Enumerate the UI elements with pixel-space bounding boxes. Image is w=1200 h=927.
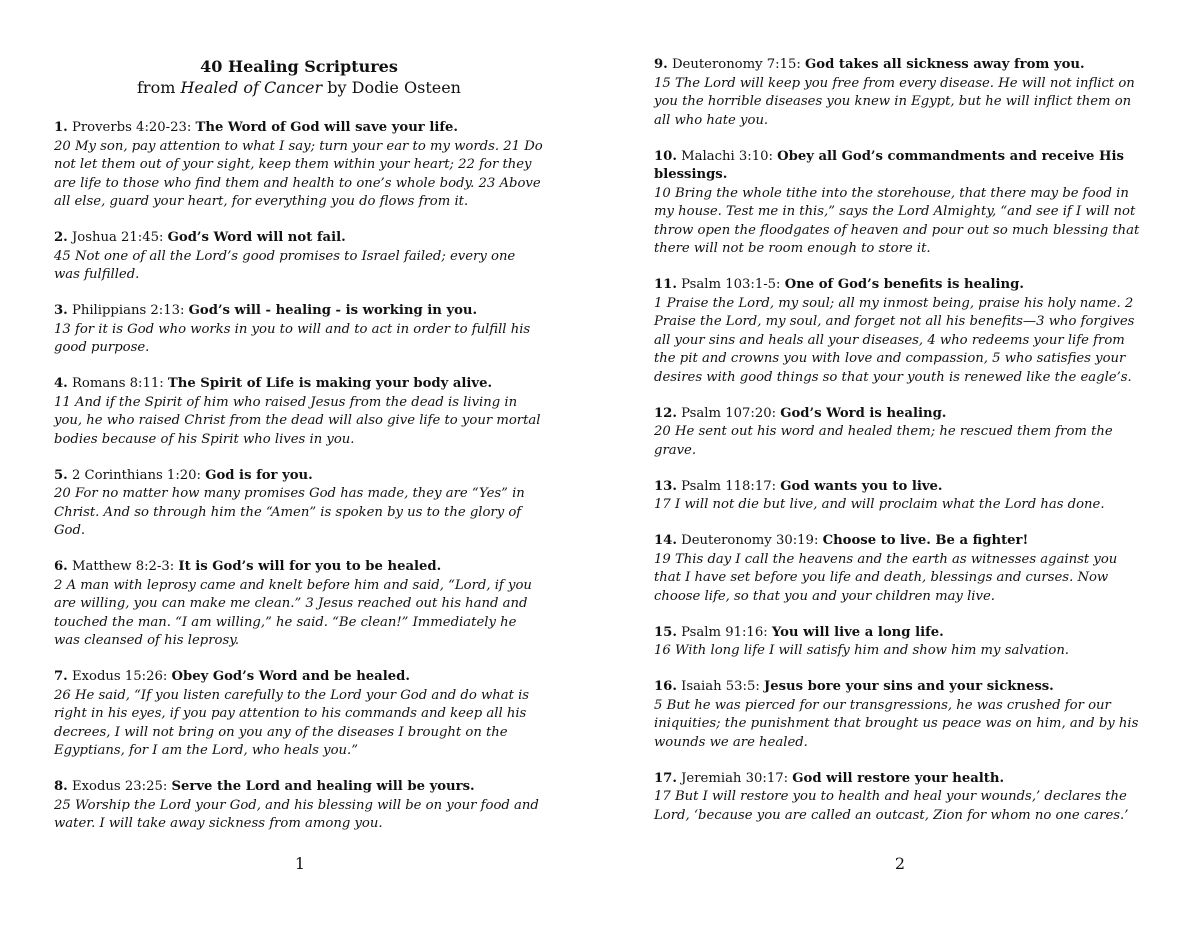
entry-heading — [54, 778, 544, 797]
scripture-entry — [654, 148, 1146, 259]
entry-summary: God’s will - healing - is working in you. — [188, 303, 478, 318]
scripture-text: 19 This day I call the heavens and the earth as witnesses against you that I have set before you life and death, blessings and curses. Now choose life, so that you and your children may live. — [654, 551, 1118, 604]
scripture-entry — [54, 778, 544, 834]
scripture-entry — [54, 229, 544, 285]
entry-summary: Serve the Lord and healing will be yours. — [171, 779, 475, 794]
scripture-entry — [54, 119, 544, 212]
entry-heading — [654, 770, 1146, 789]
scripture-text: 45 Not one of all the Lord’s good promises to Israel failed; every one was fulfilled. — [54, 248, 516, 282]
entry-number: 13. — [654, 478, 677, 494]
verse-reference: Exodus 15:26: — [67, 669, 172, 684]
scripture-text: 5 But he was pierced for our transgressions, he was crushed for our iniquities; the punishment that brought us peace was on him, and by his wounds we are healed. — [654, 697, 1139, 750]
subtitle-book: Healed of Cancer — [180, 78, 323, 97]
entry-summary: God is for you. — [205, 467, 313, 483]
page-number: 2 — [894, 854, 906, 873]
verse-reference: Psalm 91:16: — [676, 624, 772, 640]
entry-summary: It is God’s will for you to be healed. — [178, 559, 442, 574]
scripture-text: 11 And if the Spirit of him who raised Jesus from the dead is living in you, he who raised Christ from the dead will also give life to your mortal bodies because of his Spirit who lives in you. — [54, 394, 541, 447]
entry-summary: The Word of God will save your life. — [195, 120, 458, 135]
scripture-entry — [54, 375, 544, 449]
entry-number: 10. — [654, 148, 677, 164]
entry-number: 7. — [54, 669, 68, 684]
entry-summary: God’s Word is healing. — [780, 405, 947, 421]
entry-heading — [654, 532, 1146, 551]
scripture-text: 20 My son, pay attention to what I say; turn your ear to my words. 21 Do not let them out of your sight, keep them within your heart; 22 for they are life to those who find them and health to one’s whole body. 23 Above all else, guard your heart, for everything you do flows from it. — [54, 138, 543, 209]
entry-heading — [54, 375, 544, 394]
scripture-text: 13 for it is God who works in you to will and to act in order to fulfill his good purpose. — [54, 321, 531, 355]
entry-number: 16. — [654, 679, 677, 694]
entry-heading — [654, 276, 1146, 295]
entry-list — [54, 119, 544, 834]
verse-reference: Deuteronomy 30:19: — [676, 533, 823, 548]
entry-heading — [654, 56, 1146, 75]
scripture-entry — [654, 678, 1146, 752]
scripture-entry — [654, 405, 1146, 461]
entry-summary: Jesus bore your sins and your sickness. — [764, 679, 1054, 694]
page-1-column — [54, 56, 544, 851]
scripture-entry — [54, 302, 544, 358]
subtitle-prefix: from — [137, 78, 181, 97]
scripture-text: 15 The Lord will keep you free from every disease. He will not inflict on you the horrible diseases you knew in Egypt, but he will inflict them on all who hate you. — [654, 75, 1135, 128]
verse-reference: Romans 8:11: — [67, 376, 168, 391]
entry-heading — [54, 302, 544, 321]
entry-heading — [654, 148, 1146, 185]
entry-heading — [54, 558, 544, 577]
entry-summary: The Spirit of Life is making your body alive. — [167, 376, 493, 391]
entry-summary: God’s Word will not fail. — [167, 230, 346, 245]
scripture-entry — [654, 532, 1146, 606]
verse-reference: Malachi 3:10: — [676, 148, 778, 164]
entry-heading — [54, 119, 544, 138]
entry-number: 8. — [54, 779, 68, 794]
entry-number: 1. — [54, 120, 68, 135]
entry-number: 11. — [654, 277, 677, 292]
entry-heading — [654, 678, 1146, 697]
verse-reference: Psalm 107:20: — [676, 405, 781, 421]
entry-summary: Obey all God’s commandments and receive His blessings. — [654, 148, 1124, 182]
verse-reference: Matthew 8:2-3: — [67, 559, 179, 574]
entry-heading — [654, 624, 1146, 643]
scripture-entry — [54, 467, 544, 541]
entry-number: 17. — [654, 770, 677, 786]
entry-summary: God will restore your health. — [792, 770, 1005, 786]
entry-number: 3. — [54, 303, 68, 318]
scripture-text: 17 But I will restore you to health and heal your wounds,’ declares the Lord, ‘because you are called an outcast, Zion for whom no one cares.’ — [654, 789, 1129, 823]
verse-reference: Joshua 21:45: — [67, 230, 168, 245]
entry-number: 5. — [54, 467, 68, 483]
scripture-entry — [54, 668, 544, 761]
verse-reference: Jeremiah 30:17: — [676, 770, 793, 786]
verse-reference: 2 Corinthians 1:20: — [67, 467, 206, 483]
verse-reference: Psalm 103:1-5: — [676, 277, 785, 292]
page-2-column — [654, 56, 1146, 843]
scripture-entry — [654, 56, 1146, 130]
entry-heading — [54, 229, 544, 248]
scripture-text: 25 Worship the Lord your God, and his blessing will be on your food and water. I will take away sickness from among you. — [54, 797, 539, 831]
scripture-entry — [654, 624, 1146, 661]
verse-reference: Deuteronomy 7:15: — [667, 57, 806, 72]
verse-reference: Philippians 2:13: — [67, 303, 189, 318]
scripture-entry — [654, 770, 1146, 826]
page-2 — [600, 0, 1200, 927]
entry-heading — [654, 405, 1146, 424]
scripture-entry — [654, 276, 1146, 387]
entry-number: 14. — [654, 533, 677, 548]
entry-number: 9. — [654, 57, 668, 72]
scripture-text: 16 With long life I will satisfy him and show him my salvation. — [654, 643, 1070, 658]
document-subtitle — [54, 77, 544, 99]
entry-number: 4. — [54, 376, 68, 391]
scripture-text: 1 Praise the Lord, my soul; all my inmost being, praise his holy name. 2 Praise the Lord, my soul, and forget not all his benefits—3 who forgives all your sins and heals all your diseases, 4 who redeems your life from the pit and crowns you with love and compassion, 5 who satisfies your desires with good things so that your youth is renewed like the eagle’s. — [654, 295, 1135, 385]
subtitle-suffix: by Dodie Osteen — [322, 78, 461, 97]
entry-number: 2. — [54, 230, 68, 245]
verse-reference: Psalm 118:17: — [676, 478, 781, 494]
entry-number: 6. — [54, 559, 68, 574]
entry-summary: Obey God’s Word and be healed. — [171, 669, 410, 684]
scripture-text: 10 Bring the whole tithe into the storehouse, that there may be food in my house. Test me in this,” says the Lord Almighty, “and see if I will not throw open the floodgates of heaven and pour out so much blessing that there will not be room enough to store it. — [654, 185, 1140, 256]
entry-heading — [54, 467, 544, 486]
document-title: 40 Healing Scriptures — [200, 57, 398, 76]
scripture-entry — [654, 478, 1146, 515]
entry-summary: One of God’s benefits is healing. — [784, 277, 1024, 292]
scripture-text: 20 He sent out his word and healed them; he rescued them from the grave. — [654, 424, 1113, 458]
verse-reference: Exodus 23:25: — [67, 779, 172, 794]
page-number: 1 — [294, 854, 306, 873]
scripture-text: 2 A man with leprosy came and knelt before him and said, “Lord, if you are willing, you can make me clean.” 3 Jesus reached out his hand and touched the man. “I am willing,” he said. “Be clean!” Immediately he was cleansed of his leprosy. — [54, 577, 532, 648]
entry-number: 15. — [654, 624, 677, 640]
scripture-entry — [54, 558, 544, 651]
verse-reference: Isaiah 53:5: — [676, 679, 764, 694]
scripture-text: 26 He said, “If you listen carefully to the Lord your God and do what is right in his eyes, if you pay attention to his commands and keep all his decrees, I will not bring on you any of the diseases I brought on the Egyptians, for I am the Lord, who heals you.” — [54, 687, 530, 758]
entry-number: 12. — [654, 405, 677, 421]
entry-summary: You will live a long life. — [771, 624, 944, 640]
entry-summary: Choose to live. Be a fighter! — [822, 533, 1029, 548]
entry-summary: God takes all sickness away from you. — [805, 57, 1085, 72]
entry-heading — [654, 478, 1146, 497]
entry-summary: God wants you to live. — [780, 478, 943, 494]
scripture-text: 17 I will not die but live, and will proclaim what the Lord has done. — [654, 497, 1105, 512]
scripture-text: 20 For no matter how many promises God has made, they are “Yes” in Christ. And so through him the “Amen” is spoken by us to the glory of God. — [54, 486, 525, 538]
entry-list — [654, 56, 1146, 825]
entry-heading — [54, 668, 544, 687]
verse-reference: Proverbs 4:20-23: — [67, 120, 196, 135]
